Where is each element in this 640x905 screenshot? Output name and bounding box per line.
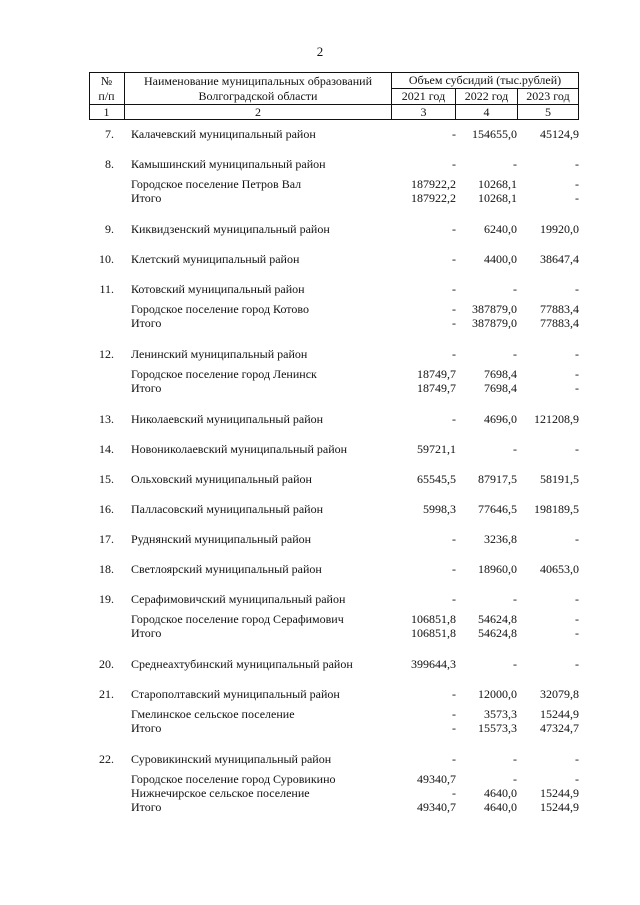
row-number: 17. [99, 532, 114, 546]
value-2021: - [452, 532, 456, 546]
row-number: 7. [105, 127, 114, 141]
value-2023: - [575, 532, 579, 546]
value-2021: 5998,3 [423, 502, 456, 516]
value-2021: 106851,8 [411, 626, 456, 640]
value-2021: - [452, 592, 456, 606]
row-name: Итого [131, 191, 162, 205]
value-2021: - [452, 687, 456, 701]
value-2023: 38647,4 [540, 252, 579, 266]
value-2022: - [513, 772, 517, 786]
value-2021: - [452, 252, 456, 266]
row-name: Гмелинское сельское поселение [131, 707, 295, 721]
value-2021: 59721,1 [417, 442, 456, 456]
header-col-index-1: 1 [103, 105, 110, 119]
row-name: Городское поселение город Серафимович [131, 612, 344, 626]
value-2023: - [575, 772, 579, 786]
row-name: Калачевский муниципальный район [131, 127, 316, 141]
value-2022: 87917,5 [478, 472, 517, 486]
header-year-2021: 2021 год [401, 89, 446, 103]
row-name: Руднянский муниципальный район [131, 532, 312, 546]
value-2021: 49340,7 [417, 772, 456, 786]
value-2021: - [452, 707, 456, 721]
row-number: 10. [99, 252, 114, 266]
row-number: 15. [99, 472, 114, 486]
value-2023: 58191,5 [540, 472, 579, 486]
row-number: 18. [99, 562, 114, 576]
value-2022: 3573,3 [484, 707, 517, 721]
value-2022: - [513, 657, 517, 671]
value-2021: - [452, 316, 456, 330]
row-name: Клетский муниципальный район [131, 252, 300, 266]
value-2021: 187922,2 [411, 177, 456, 191]
value-2023: - [575, 442, 579, 456]
header-name-line2: Волгоградской области [198, 89, 318, 103]
row-name: Итого [131, 721, 162, 735]
value-2021: 187922,2 [411, 191, 456, 205]
row-name: Старополтавский муниципальный район [131, 687, 340, 701]
value-2023: - [575, 381, 579, 395]
value-2021: - [452, 752, 456, 766]
value-2022: 4696,0 [484, 412, 517, 426]
value-2021: - [452, 562, 456, 576]
value-2022: 3236,8 [484, 532, 517, 546]
value-2023: - [575, 626, 579, 640]
row-name: Новониколаевский муниципальный район [131, 442, 348, 456]
value-2023: - [575, 657, 579, 671]
row-name: Палласовский муниципальный район [131, 502, 323, 516]
row-name: Киквидзенский муниципальный район [131, 222, 330, 236]
value-2023: 47324,7 [540, 721, 579, 735]
value-2022: 7698,4 [484, 381, 517, 395]
row-number: 22. [99, 752, 114, 766]
value-2023: - [575, 367, 579, 381]
row-number: 9. [105, 222, 114, 236]
row-number: 19. [99, 592, 114, 606]
value-2022: 4640,0 [484, 800, 517, 814]
value-2021: - [452, 347, 456, 361]
value-2022: - [513, 157, 517, 171]
value-2022: 6240,0 [484, 222, 517, 236]
row-number: 12. [99, 347, 114, 361]
value-2022: 10268,1 [478, 177, 517, 191]
value-2022: 15573,3 [478, 721, 517, 735]
value-2022: - [513, 752, 517, 766]
row-name: Городское поселение город Ленинск [131, 367, 317, 381]
value-2023: 121208,9 [534, 412, 579, 426]
value-2022: 154655,0 [472, 127, 517, 141]
value-2023: 198189,5 [534, 502, 579, 516]
row-name: Суровикинский муниципальный район [131, 752, 332, 766]
value-2023: 77883,4 [540, 316, 579, 330]
value-2022: 387879,0 [472, 302, 517, 316]
value-2023: 40653,0 [540, 562, 579, 576]
row-number: 20. [99, 657, 114, 671]
header-col-index-2: 2 [255, 105, 261, 119]
value-2023: - [575, 612, 579, 626]
page-number: 2 [316, 44, 324, 59]
value-2023: - [575, 592, 579, 606]
row-number: 16. [99, 502, 114, 516]
value-2022: 7698,4 [484, 367, 517, 381]
row-number: 11. [99, 282, 114, 296]
header-num-line2: п/п [98, 89, 115, 103]
header-col-index-5: 5 [545, 105, 551, 119]
header-subsidy-label: Объем субсидий (тыс.рублей) [408, 73, 562, 87]
value-2022: 387879,0 [472, 316, 517, 330]
value-2023: 15244,9 [540, 786, 579, 800]
header-col-index-3: 3 [420, 105, 427, 119]
value-2021: - [452, 222, 456, 236]
value-2021: - [452, 302, 456, 316]
row-number: 13. [99, 412, 114, 426]
row-name: Котовский муниципальный район [131, 282, 305, 296]
row-name: Итого [131, 626, 162, 640]
header-name-line1: Наименование муниципальных образований [143, 74, 373, 88]
row-name: Городское поселение город Суровикино [131, 772, 336, 786]
value-2023: 77883,4 [540, 302, 579, 316]
value-2021: 18749,7 [417, 367, 456, 381]
value-2021: 106851,8 [411, 612, 456, 626]
value-2021: 65545,5 [417, 472, 456, 486]
header-year-2022: 2022 год [464, 89, 509, 103]
value-2023: - [575, 752, 579, 766]
value-2022: 54624,8 [478, 626, 517, 640]
row-name: Ленинский муниципальный район [131, 347, 308, 361]
value-2022: - [513, 592, 517, 606]
value-2023: - [575, 177, 579, 191]
row-name: Нижнечирское сельское поселение [131, 786, 310, 800]
row-number: 21. [99, 687, 114, 701]
value-2023: - [575, 157, 579, 171]
value-2021: 49340,7 [417, 800, 456, 814]
header-num-line1: № [100, 74, 113, 88]
row-number: 14. [99, 442, 114, 456]
row-name: Ольховский муниципальный район [131, 472, 312, 486]
value-2022: - [513, 347, 517, 361]
value-2021: 399644,3 [411, 657, 456, 671]
value-2021: - [452, 157, 456, 171]
row-name: Серафимовичский муниципальный район [131, 592, 346, 606]
value-2022: 12000,0 [478, 687, 517, 701]
value-2023: 15244,9 [540, 707, 579, 721]
row-name: Городское поселение город Котово [131, 302, 309, 316]
value-2022: 77646,5 [478, 502, 517, 516]
value-2021: - [452, 721, 456, 735]
value-2023: - [575, 282, 579, 296]
row-name: Городское поселение Петров Вал [131, 177, 302, 191]
row-number: 8. [105, 157, 114, 171]
header-year-2023: 2023 год [526, 89, 570, 103]
value-2023: 15244,9 [540, 800, 579, 814]
row-name: Николаевский муниципальный район [131, 412, 324, 426]
value-2022: - [513, 442, 517, 456]
value-2023: 45124,9 [540, 127, 579, 141]
value-2021: - [452, 127, 456, 141]
value-2022: 54624,8 [478, 612, 517, 626]
value-2023: - [575, 191, 579, 205]
header-col-index-4: 4 [483, 105, 490, 119]
value-2023: 32079,8 [540, 687, 579, 701]
value-2022: 4640,0 [484, 786, 517, 800]
row-name: Итого [131, 381, 162, 395]
value-2022: 10268,1 [478, 191, 517, 205]
value-2022: - [513, 282, 517, 296]
value-2023: 19920,0 [540, 222, 579, 236]
value-2021: - [452, 282, 456, 296]
value-2021: 18749,7 [417, 381, 456, 395]
value-2022: 18960,0 [478, 562, 517, 576]
value-2021: - [452, 412, 456, 426]
row-name: Среднеахтубинский муниципальный район [131, 657, 353, 671]
value-2022: 4400,0 [484, 252, 517, 266]
value-2021: - [452, 786, 456, 800]
value-2023: - [575, 347, 579, 361]
row-name: Камышинский муниципальный район [131, 157, 326, 171]
row-name: Итого [131, 800, 162, 814]
row-name: Светлоярский муниципальный район [131, 562, 322, 576]
row-name: Итого [131, 316, 162, 330]
